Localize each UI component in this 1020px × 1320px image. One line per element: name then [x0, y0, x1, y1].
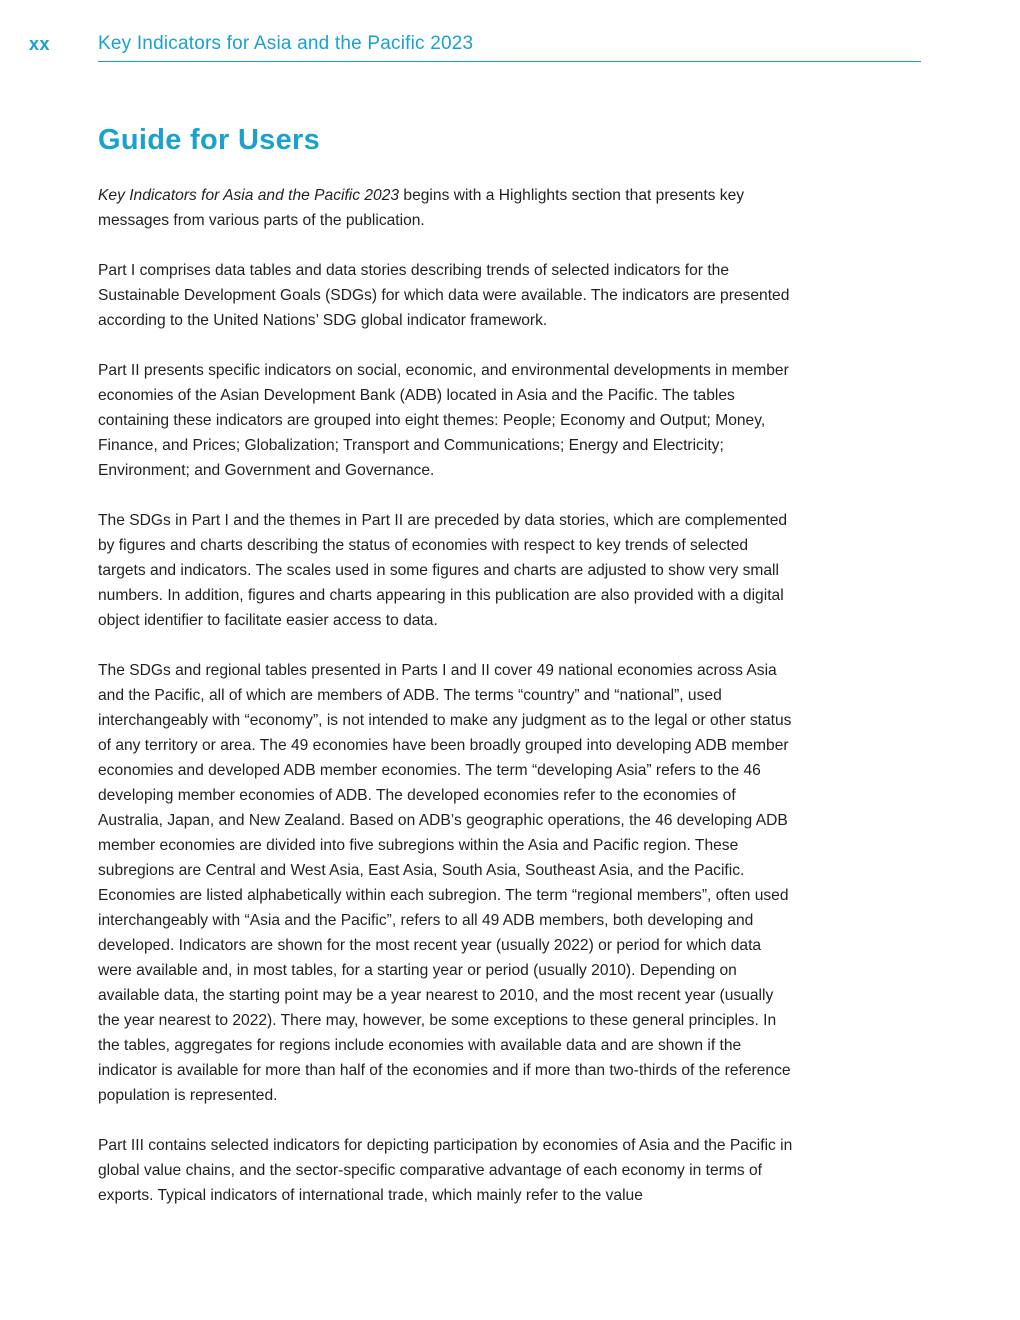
publication-title: Key Indicators for Asia and the Pacific 2023 [98, 187, 400, 204]
intro-paragraph [98, 183, 798, 233]
paragraph-data-stories: The SDGs in Part I and the themes in Part II are preceded by data stories, which are complemented by figures and charts describing the status of economies with respect to key trends of selected targets and indicators. The scales used in some figures and charts are adjusted to show very small numbers. In addition, figures and charts appearing in this publication are also provided with a digital object identifier to facilitate easier access to data. [98, 512, 788, 629]
main-content [98, 122, 798, 1233]
page-header [0, 0, 1020, 70]
page-number: xx [29, 34, 51, 54]
page-title: Guide for Users [98, 124, 321, 156]
intro-text: begins with a Highlights section that presents key messages from various parts of the publication. [98, 187, 745, 229]
paragraph-part-iii: Part III contains selected indicators for depicting participation by economies of Asia and the Pacific in global value chains, and the sector-specific comparative advantage of each economy in terms of exports. Typical indicators of international trade, which mainly refer to the value [98, 1137, 793, 1204]
paragraph-part-i: Part I comprises data tables and data stories describing trends of selected indicators for the Sustainable Development Goals (SDGs) for which data were available. The indicators are presented according to the United Nations’ SDG global indicator framework. [98, 262, 790, 329]
header-divider [98, 61, 921, 62]
paragraph-part-ii: Part II presents specific indicators on social, economic, and environmental developments in member economies of the Asian Development Bank (ADB) located in Asia and the Pacific. The tables containing these indicators are grouped into eight themes: People; Economy and Output; Money, Finance, and Prices; Globalization; Transport and Communications; Energy and Electricity; Environment; and Government and Governance. [98, 362, 789, 479]
running-title: Key Indicators for Asia and the Pacific 2023 [98, 33, 474, 54]
paragraph-economies-coverage: The SDGs and regional tables presented in Parts I and II cover 49 national economies across Asia and the Pacific, all of which are members of ADB. The terms “country” and “national”, used interchangeably with “economy”, is not intended to make any judgment as to the legal or other status of any territory or area. The 49 economies have been broadly grouped into developing ADB member economies and developed ADB member economies. The term “developing Asia” refers to the 46 developing member economies of ADB. The developed economies refer to the economies of Australia, Japan, and New Zealand. Based on ADB’s geographic operations, the 46 developing ADB member economies are divided into five subregions within the Asia and Pacific region. These subregions are Central and West Asia, East Asia, South Asia, Southeast Asia, and the Pacific. Economies are listed alphabetically within each subregion. The term “regional members”, often used interchangeably with “Asia and the Pacific”, refers to all 49 ADB members, both developing and developed. Indicators are shown for the most recent year (usually 2022) or period for which data were available and, in most tables, for a starting year or period (usually 2010). Depending on available data, the starting point may be a year nearest to 2010, and the most recent year (usually the year nearest to 2022). There may, however, be some exceptions to these general principles. In the tables, aggregates for regions include economies with available data and are shown if the indicator is available for more than half of the economies and if more than two-thirds of the reference population is represented. [98, 662, 792, 1104]
